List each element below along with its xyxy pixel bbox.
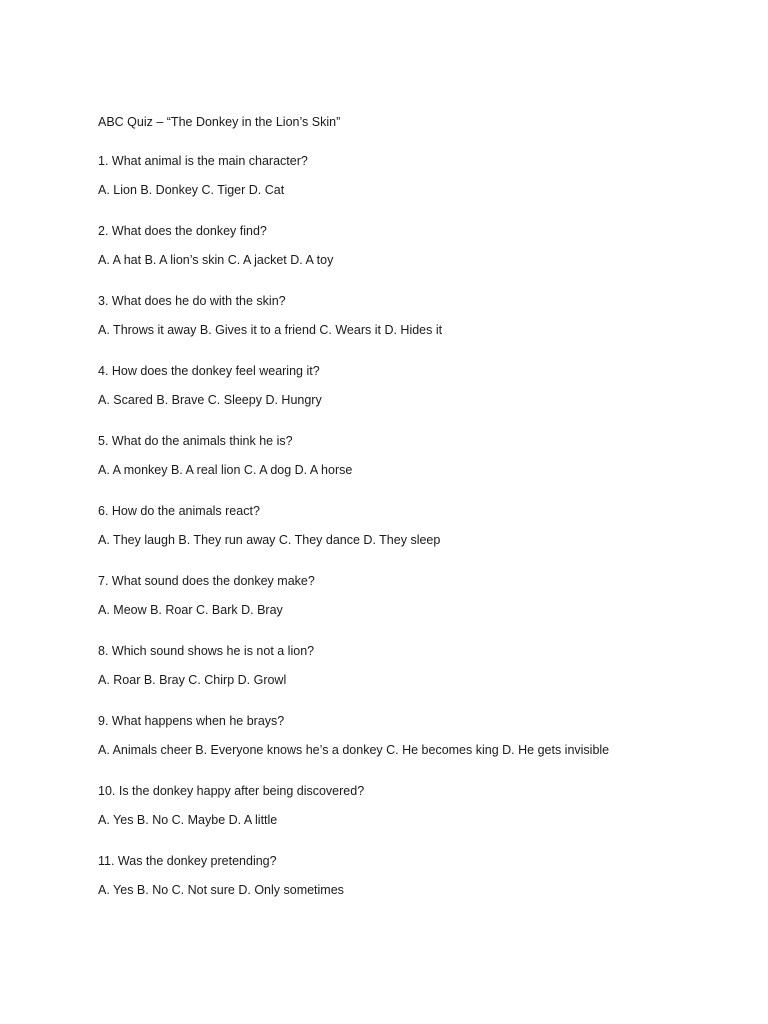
question-text: 7. What sound does the donkey make?	[98, 574, 315, 588]
question-block-8	[98, 642, 738, 712]
answer-options: A. They laugh B. They run away C. They dance D. They sleep	[98, 533, 441, 547]
quiz-title: ABC Quiz – “The Donkey in the Lion’s Skin”	[98, 115, 341, 129]
question-block-11	[98, 852, 738, 922]
question-block-6	[98, 502, 738, 572]
answer-options: A. Throws it away B. Gives it to a friend C. Wears it D. Hides it	[98, 323, 443, 337]
question-text: 6. How do the animals react?	[98, 504, 260, 518]
question-text: 11. Was the donkey pretending?	[98, 854, 277, 868]
question-block-5	[98, 432, 738, 502]
quiz-page	[98, 113, 738, 922]
question-block-10	[98, 782, 738, 852]
question-text: 9. What happens when he brays?	[98, 714, 285, 728]
answer-options: A. A monkey B. A real lion C. A dog D. A horse	[98, 463, 353, 477]
answer-options: A. Animals cheer B. Everyone knows he’s a donkey C. He becomes king D. He gets invisible	[98, 743, 610, 757]
question-text: 1. What animal is the main character?	[98, 154, 308, 168]
answer-options: A. Lion B. Donkey C. Tiger D. Cat	[98, 183, 285, 197]
answer-options: A. Meow B. Roar C. Bark D. Bray	[98, 603, 283, 617]
question-block-2	[98, 222, 738, 292]
question-block-3	[98, 292, 738, 362]
answer-options: A. Scared B. Brave C. Sleepy D. Hungry	[98, 393, 322, 407]
answer-options: A. Yes B. No C. Not sure D. Only sometimes	[98, 883, 344, 897]
question-block-7	[98, 572, 738, 642]
question-block-1	[98, 152, 738, 222]
question-block-9	[98, 712, 738, 782]
answer-options: A. Yes B. No C. Maybe D. A little	[98, 813, 278, 827]
question-text: 4. How does the donkey feel wearing it?	[98, 364, 320, 378]
question-block-4	[98, 362, 738, 432]
question-text: 3. What does he do with the skin?	[98, 294, 286, 308]
question-text: 8. Which sound shows he is not a lion?	[98, 644, 315, 658]
question-text: 10. Is the donkey happy after being discovered?	[98, 784, 365, 798]
answer-options: A. Roar B. Bray C. Chirp D. Growl	[98, 673, 287, 687]
question-text: 2. What does the donkey find?	[98, 224, 267, 238]
answer-options: A. A hat B. A lion’s skin C. A jacket D. A toy	[98, 253, 334, 267]
question-text: 5. What do the animals think he is?	[98, 434, 293, 448]
